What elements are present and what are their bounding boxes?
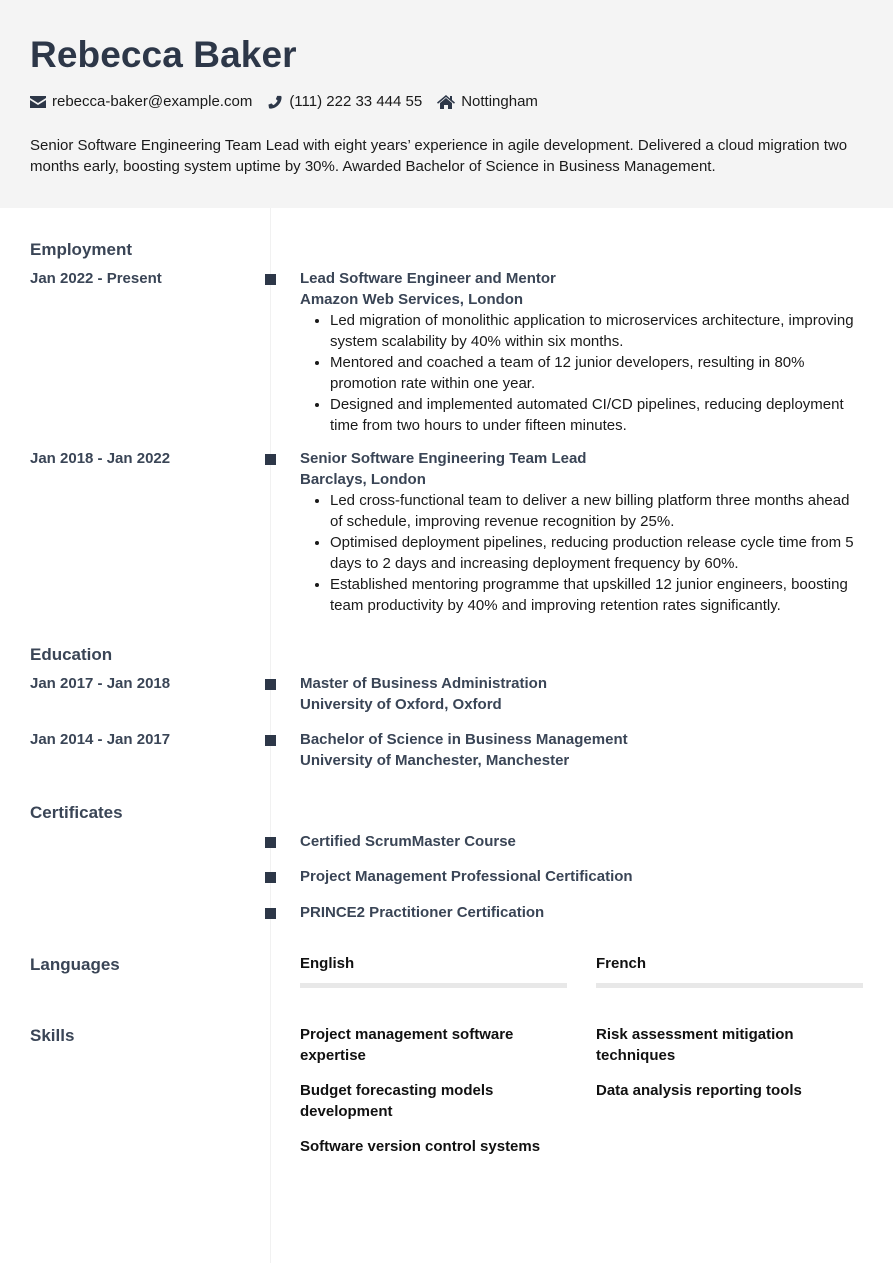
section-title-employment: Employment — [30, 240, 133, 259]
skill-item: Data analysis reporting tools — [596, 1082, 802, 1099]
home-icon — [437, 95, 455, 109]
achievement-item: • Led cross-functional team to deliver a new billing platform three months ahead of schedule, improving revenue recognition by 25%. — [330, 490, 863, 532]
language-level-bar — [596, 983, 863, 988]
timeline-marker — [265, 735, 276, 746]
employment-date: Jan 2022 - Present — [30, 270, 162, 287]
employer: Amazon Web Services, London — [300, 291, 524, 308]
timeline-marker — [265, 872, 276, 883]
achievement-item: • Mentored and coached a team of 12 junior developers, resulting in 80% promotion rate within one year. — [330, 352, 863, 394]
resume-header — [0, 0, 893, 208]
timeline-marker — [265, 454, 276, 465]
employment-date: Jan 2018 - Jan 2022 — [30, 450, 171, 467]
section-title-certificates: Certificates — [30, 803, 123, 822]
phone-icon — [267, 95, 283, 109]
skill-item: Project management software expertise — [300, 1026, 514, 1064]
language-name: French — [596, 955, 647, 972]
phone-text[interactable]: (111) 222 33 444 55 — [289, 93, 423, 110]
school: University of Oxford, Oxford — [300, 696, 502, 713]
timeline-marker — [265, 274, 276, 285]
skill-item: Risk assessment mitigation techniques — [596, 1026, 794, 1064]
achievement-item: • Designed and implemented automated CI/CD pipelines, reducing deployment time from two hours to under fifteen minutes. — [330, 394, 863, 436]
job-title: Senior Software Engineering Team Lead — [300, 450, 587, 467]
education-date: Jan 2017 - Jan 2018 — [30, 675, 171, 692]
certificate-item: Project Management Professional Certification — [300, 868, 633, 885]
achievement-item: • Optimised deployment pipelines, reducing production release cycle time from 5 days to 2 days and increasing deployment frequency by 60%. — [330, 532, 863, 574]
language-item — [300, 955, 567, 988]
timeline-marker — [265, 837, 276, 848]
contact-phone — [267, 93, 422, 110]
section-title-languages: Languages — [30, 955, 120, 974]
job-title: Lead Software Engineer and Mentor — [300, 270, 556, 287]
education-entry — [300, 729, 863, 771]
employer: Barclays, London — [300, 471, 426, 488]
education-entry — [300, 673, 863, 715]
contact-info — [30, 93, 553, 110]
contact-email — [30, 93, 252, 110]
contact-location — [437, 93, 538, 110]
achievement-list — [300, 310, 863, 436]
skill-item: Budget forecasting models development — [300, 1082, 494, 1120]
language-level-bar — [300, 983, 567, 988]
education-date: Jan 2014 - Jan 2017 — [30, 731, 171, 748]
envelope-icon — [30, 95, 46, 109]
language-item — [596, 955, 863, 988]
section-title-skills: Skills — [30, 1026, 75, 1045]
achievement-list — [300, 490, 863, 616]
certificate-item: PRINCE2 Practitioner Certification — [300, 904, 545, 921]
candidate-name: Rebecca Baker — [30, 34, 297, 75]
certificate-item: Certified ScrumMaster Course — [300, 833, 516, 850]
school: University of Manchester, Manchester — [300, 752, 570, 769]
employment-entry — [300, 268, 863, 436]
profile-summary: Senior Software Engineering Team Lead with eight years’ experience in agile development. Delivered a cloud migration two months early, boosting system uptime by 30%. Awarded Bachelor of Science in Business Management. — [30, 137, 848, 175]
degree: Bachelor of Science in Business Management — [300, 731, 628, 748]
skill-item: Software version control systems — [300, 1138, 541, 1155]
employment-entry — [300, 448, 863, 616]
section-title-education: Education — [30, 645, 113, 664]
email-text[interactable]: rebecca-baker@example.com — [52, 93, 253, 110]
language-name: English — [300, 955, 355, 972]
degree: Master of Business Administration — [300, 675, 547, 692]
achievement-item: • Led migration of monolithic application to microservices architecture, improving system scalability by 40% within six months. — [330, 310, 863, 352]
timeline-marker — [265, 679, 276, 690]
location-text: Nottingham — [461, 93, 538, 110]
timeline-marker — [265, 908, 276, 919]
achievement-item: • Established mentoring programme that upskilled 12 junior engineers, boosting team productivity by 40% and improving retention rates significantly. — [330, 574, 863, 616]
